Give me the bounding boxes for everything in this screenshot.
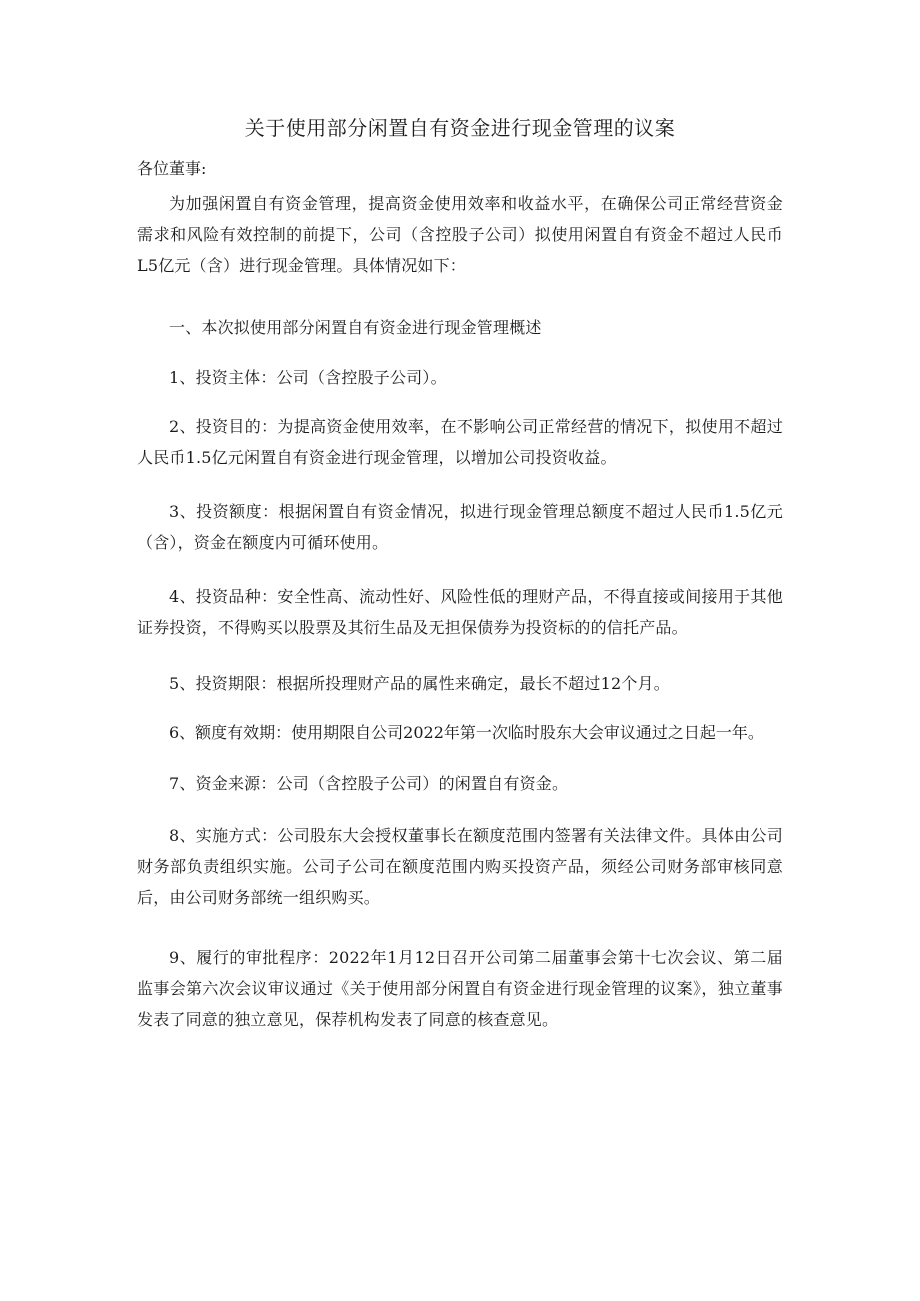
item-investment-term: 5、投资期限：根据所投理财产品的属性来确定，最长不超过12个月。 [169, 674, 670, 693]
item-fund-source: 7、资金来源：公司（含控股子公司）的闲置自有资金。 [169, 774, 569, 793]
item-validity-period: 6、额度有效期：使用期限自公司2022年第一次临时股东大会审议通过之日起一年。 [169, 723, 764, 742]
document-title: 关于使用部分闲置自有资金进行现金管理的议案 [244, 116, 676, 140]
item-investment-amount: 3、投资额度：根据闲置自有资金情况，拟进行现金管理总额度不超过人民币1.5亿元（含），资金在额度内可循环使用。 [137, 502, 783, 552]
greeting: 各位董事: [137, 159, 207, 178]
item-investment-subject: 1、投资主体：公司（含控股子公司）。 [169, 368, 447, 387]
section-heading: 一、本次拟使用部分闲置自有资金进行现金管理概述 [169, 318, 542, 337]
item-implementation: 8、实施方式：公司股东大会授权董事长在额度范围内签署有关法律文件。具体由公司财务部负责组织实施。公司子公司在额度范围内购买投资产品，须经公司财务部审核同意后，由公司财务部统一组织购买。 [137, 826, 783, 907]
intro-paragraph: 为加强闲置自有资金管理，提高资金使用效率和收益水平，在确保公司正常经营资金需求和风险有效控制的前提下，公司（含控股子公司）拟使用闲置自有资金不超过人民币L5亿元（含）进行现金管理。具体情况如下： [137, 194, 783, 275]
item-approval-procedure: 9、履行的审批程序：2022年1月12日召开公司第二届董事会第十七次会议、第二届监事会第六次会议审议通过《关于使用部分闲置自有资金进行现金管理的议案》，独立董事发表了同意的独立意见，保荐机构发表了同意的核查意见。 [137, 948, 783, 1029]
item-investment-purpose: 2、投资目的：为提高资金使用效率，在不影响公司正常经营的情况下，拟使用不超过人民币1.5亿元闲置自有资金进行现金管理，以增加公司投资收益。 [137, 417, 783, 467]
item-investment-type: 4、投资品种：安全性高、流动性好、风险性低的理财产品，不得直接或间接用于其他证券投资，不得购买以股票及其衍生品及无担保债券为投资标的的信托产品。 [137, 587, 783, 637]
